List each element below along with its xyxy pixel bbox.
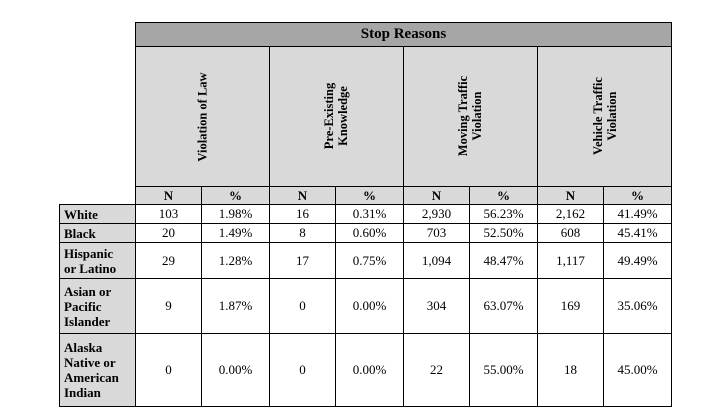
cell-value: 0.31% (336, 205, 404, 224)
cell-value: 18 (538, 334, 604, 407)
cell-value: 29 (136, 243, 202, 279)
cell-value: 1.49% (202, 224, 270, 243)
group-label-line: Moving Traffic (456, 75, 471, 157)
corner-blank (60, 23, 136, 47)
group-header-vehicle-traffic-violation (538, 47, 672, 187)
group-label-line: Violation (470, 91, 485, 141)
cell-value: 8 (270, 224, 336, 243)
sub-header-percent: % (336, 187, 404, 205)
corner-blank (60, 47, 136, 187)
cell-value: 35.06% (604, 279, 672, 334)
cell-value: 1,094 (404, 243, 470, 279)
cell-value: 304 (404, 279, 470, 334)
group-label-line: Knowledge (336, 86, 351, 146)
table-row (60, 334, 672, 407)
cell-value: 0 (136, 334, 202, 407)
cell-value: 1.28% (202, 243, 270, 279)
cell-value: 49.49% (604, 243, 672, 279)
sub-header-n: N (404, 187, 470, 205)
table-row (60, 224, 672, 243)
sub-header-n: N (136, 187, 202, 205)
group-header-pre-existing-knowledge (270, 47, 404, 187)
sub-header-n: N (538, 187, 604, 205)
sub-header-percent: % (202, 187, 270, 205)
cell-value: 0.75% (336, 243, 404, 279)
cell-value: 55.00% (470, 334, 538, 407)
cell-value: 52.50% (470, 224, 538, 243)
cell-value: 0.00% (336, 334, 404, 407)
cell-value: 1.98% (202, 205, 270, 224)
cell-value: 2,162 (538, 205, 604, 224)
row-label-asian-or-pacific-islander: Asian or Pacific Islander (60, 279, 136, 334)
cell-value: 1,117 (538, 243, 604, 279)
cell-value: 41.49% (604, 205, 672, 224)
cell-value: 17 (270, 243, 336, 279)
cell-value: 45.00% (604, 334, 672, 407)
row-label-black: Black (60, 224, 136, 243)
cell-value: 1.87% (202, 279, 270, 334)
table-title: Stop Reasons (136, 23, 672, 47)
sub-header-n: N (270, 187, 336, 205)
group-label-line: Vehicle Traffic (590, 77, 605, 155)
cell-value: 45.41% (604, 224, 672, 243)
cell-value: 2,930 (404, 205, 470, 224)
cell-value: 63.07% (470, 279, 538, 334)
cell-value: 9 (136, 279, 202, 334)
cell-value: 0.00% (336, 279, 404, 334)
corner-blank (60, 187, 136, 205)
cell-value: 0.60% (336, 224, 404, 243)
cell-value: 103 (136, 205, 202, 224)
sub-header-percent: % (470, 187, 538, 205)
cell-value: 703 (404, 224, 470, 243)
table-row (60, 279, 672, 334)
cell-value: 0.00% (202, 334, 270, 407)
cell-value: 16 (270, 205, 336, 224)
group-label-line: Violation (604, 91, 619, 141)
cell-value: 20 (136, 224, 202, 243)
cell-value: 22 (404, 334, 470, 407)
stop-reasons-table (59, 22, 672, 407)
group-label-line: Violation of Law (195, 71, 210, 162)
cell-value: 608 (538, 224, 604, 243)
group-label-line: Pre-Existing (322, 82, 337, 150)
cell-value: 169 (538, 279, 604, 334)
table-row (60, 243, 672, 279)
cell-value: 56.23% (470, 205, 538, 224)
group-header-moving-traffic-violation (404, 47, 538, 187)
sub-header-percent: % (604, 187, 672, 205)
row-label-hispanic-or-latino: Hispanic or Latino (60, 243, 136, 279)
cell-value: 48.47% (470, 243, 538, 279)
cell-value: 0 (270, 334, 336, 407)
cell-value: 0 (270, 279, 336, 334)
table-row (60, 205, 672, 224)
row-label-white: White (60, 205, 136, 224)
row-label-alaska-native-or-american-indian: Alaska Native or American Indian (60, 334, 136, 407)
group-header-violation-of-law (136, 47, 270, 187)
